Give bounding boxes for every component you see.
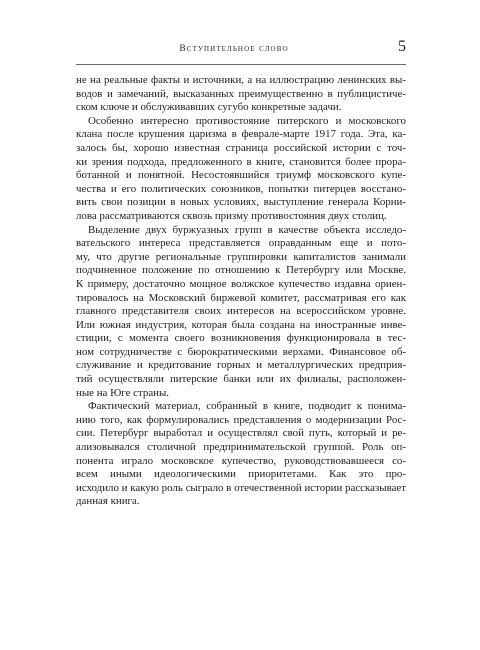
text-line: стиции, с момента своего возникновения функционировала в тес- [76,332,406,345]
running-head-title: Вступительное слово [179,44,289,54]
text-line: тий осуществляли питерские банки или их филиалы, расположен- [76,373,406,386]
text-line: сии. Петербург выработал и осуществлял свой путь, который и ре- [76,427,406,440]
text-line: тировалось на Московский биржевой комитет, рассматривая его как [76,291,406,304]
body-text [76,74,406,509]
text-line: главного представителя своих интересов на всероссийском уровне. [76,305,406,318]
text-line: му, что другие региональные группировки капиталистов занимали [76,250,406,263]
text-line: водов и замечаний, высказанных преимущественно в публицистиче- [76,87,406,100]
text-line: понента играло московское купечество, руководствовавшееся со- [76,454,406,467]
text-line: К примеру, достаточно мощное волжское купечество издавна ориен- [76,277,406,290]
paragraph [76,224,406,401]
text-line: вательского интереса представляется оправданным еще и пото- [76,237,406,250]
text-line: ском ключе и обслуживавших сугубо конкретные задачи. [76,101,342,114]
text-line: лова рассматриваются сквозь призму противостояния двух столиц. [76,209,387,222]
paragraph [76,115,406,224]
text-line: всем иными идеологическими приоритетами. Как это про- [76,468,406,481]
text-line: вить свои позиции в новых условиях, выступление генерала Корни- [76,196,406,209]
page-number: 5 [398,38,406,55]
text-line: Особенно интересно противостояние питерского и московского [88,114,406,127]
running-head [76,40,406,62]
text-line: не на реальные факты и источники, а на иллюстрацию ленинских вы- [76,74,406,86]
text-line: Фактический материал, собранный в книге, подводит к понима- [88,400,406,413]
text-line: клана после крушения царизма в феврале-марте 1917 года. Эта, ка- [76,128,406,141]
text-line: ки зрения подхода, предложенного в книге, становится более прора- [76,155,406,168]
text-line: подчиненное положение по отношению к Петербургу или Москве. [76,264,406,277]
text-line: нию того, как формулировались представления о модернизации Рос- [76,413,406,426]
text-line: чества и его политических союзников, попытки питерцев восстано- [76,182,406,195]
text-line: Или южная индустрия, которая была создана на иностранные инве- [76,318,406,331]
text-line: Выделение двух буржуазных групп в качестве объекта исследо- [88,223,406,236]
text-line: служивание и кредитование горных и металлургических предприя- [76,359,406,372]
text-line: ном сотрудничестве с бюрократическими верхами. Финансовое об- [76,345,406,358]
header-rule [76,64,406,65]
text-line: данная книга. [76,495,140,508]
text-line: ные на Юге страны. [76,386,170,399]
text-line: залось бы, хорошо известная страница российской истории с точ- [76,141,406,154]
text-line: исходило и какую роль сыграло в отечественной истории рассказывает [76,481,406,494]
paragraph [76,74,406,115]
text-line: ботанной и понятной. Несостоявшийся триумф московского купе- [76,169,406,182]
text-line: ализовывался столичной предпринимательской группой. Роль оп- [76,441,406,454]
paragraph [76,400,406,509]
